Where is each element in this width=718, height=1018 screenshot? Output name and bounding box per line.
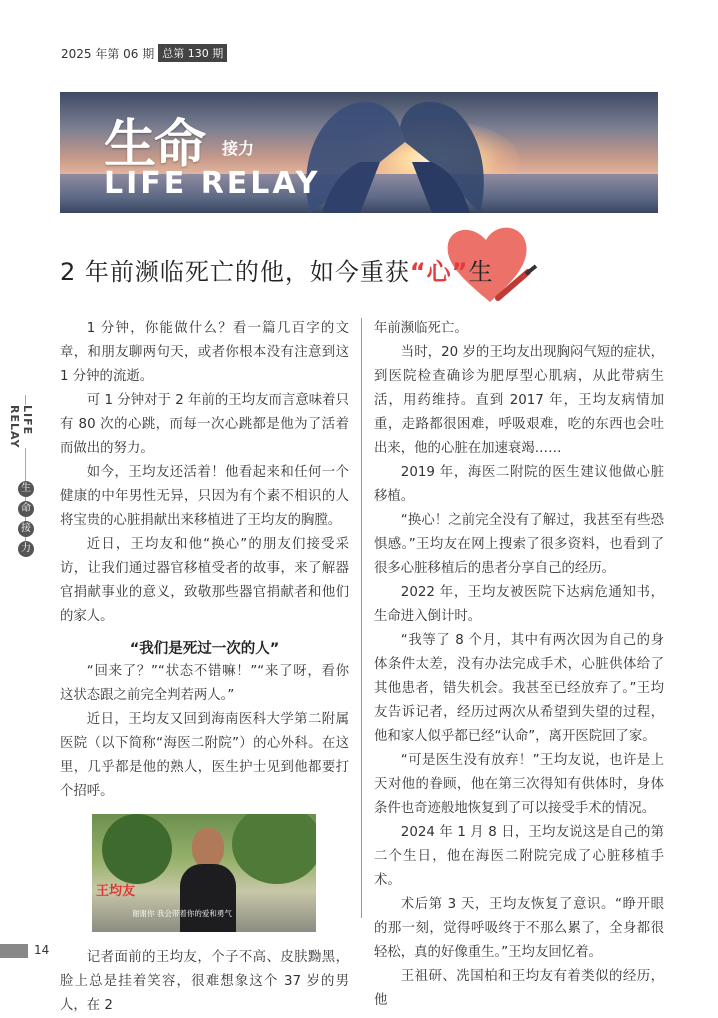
- interview-photo: [92, 814, 316, 932]
- sidebar-char: 接: [18, 521, 34, 537]
- paragraph: 术后第 3 天，王均友恢复了意识。“睁开眼的那一刻，觉得呼吸终于不那么累了，全身都很轻松，真的好像重生。”王均友回忆着。: [374, 897, 664, 960]
- photo-body: [180, 864, 236, 932]
- paragraph: 可 1 分钟对于 2 年前的王均友而言意味着只有 80 次的心跳，而每一次心跳都是他为了活着而做出的努力。: [60, 393, 349, 456]
- paragraph: “可是医生没有放弃！”王均友说，也许是上天对他的眷顾，他在第三次得知有供体时，身体条件也奇迹般地恢复到了可以接受手术的情况。: [374, 753, 664, 816]
- paragraph: 1 分钟，你能做什么？看一篇几百字的文章，和朋友聊两句天，或者你根本没有注意到这 1 分钟的流逝。: [60, 321, 349, 384]
- right-column: [374, 317, 664, 1013]
- issue-number: 2025 年第 06 期: [61, 46, 155, 61]
- paragraph: “换心！之前完全没有了解过，我甚至有些恐惧感。”王均友在网上搜索了很多资料，也看到了很多心脏移植后的患者分享自己的经历。: [374, 513, 664, 576]
- banner-title-cn: 生命: [104, 115, 205, 175]
- paragraph: 2024 年 1 月 8 日，王均友说这是自己的第二个生日，他在海医二附院完成了心脏移植手术。: [374, 825, 664, 888]
- paragraph: 近日，王均友又回到海南医科大学第二附属医院（以下简称“海医二附院”）的心外科。在这里，几乎都是他的熟人，医生护士见到他都要打个招呼。: [60, 712, 349, 799]
- title-part-2: 生: [468, 258, 494, 286]
- paragraph: 2019 年，海医二附院的医生建议他做心脏移植。: [374, 465, 664, 504]
- photo-tree: [102, 814, 172, 884]
- paragraph: 年前濒临死亡。: [374, 321, 468, 336]
- sidebar-cn-label: [18, 481, 34, 561]
- subheading: “我们是死过一次的人”: [129, 641, 280, 657]
- photo-head: [192, 828, 224, 868]
- left-column: [60, 317, 349, 1018]
- paragraph: 近日，王均友和他“换心”的朋友们接受采访，让我们通过器官移植受者的故事，来了解器官捐献事业的意义，致敬那些器官捐献者和他们的家人。: [60, 537, 349, 624]
- paragraph: “回来了？”“状态不错嘛！”“来了呀，看你这状态跟之前完全判若两人。”: [60, 664, 349, 703]
- photo-caption: 谢谢你 我会带着你的爱和勇气: [132, 909, 232, 918]
- page-number-bar: [0, 944, 28, 958]
- page-number: 14: [34, 943, 50, 957]
- total-issue-badge: 总第 130 期: [158, 44, 227, 62]
- title-part-1: 2 年前濒临死亡的他，如今重获: [60, 258, 410, 286]
- paragraph: 如今，王均友还活着！他看起来和任何一个健康的中年男性无异，只因为有个素不相识的人将宝贵的心脏捐献出来移植进了王均友的胸膛。: [60, 465, 349, 528]
- sidebar-en-label: LIFE RELAY: [8, 405, 34, 449]
- title-heart-word: “心”: [409, 258, 469, 286]
- column-divider: [361, 318, 362, 918]
- photo-logo: 王均友: [96, 884, 136, 899]
- issue-info: [61, 44, 227, 62]
- section-banner: [60, 92, 658, 213]
- banner-title-cn-small: 接力: [222, 139, 255, 158]
- article-title: [60, 252, 493, 287]
- paragraph: “我等了 8 个月，其中有两次因为自己的身体条件太差，没有办法完成手术，心脏供体给了其他患者，错失机会。我甚至已经放弃了。”王均友告诉记者，经历过两次从希望到失望的过程，他和家人似乎都已经“认命”，离开医院回了家。: [374, 633, 664, 744]
- sidebar-char: 生: [18, 481, 34, 497]
- sidebar-char: 命: [18, 501, 34, 517]
- paragraph: 当时，20 岁的王均友出现胸闷气短的症状，到医院检查确诊为肥厚型心肌病，从此带病生活，用药维持。直到 2017 年，王均友病情加重，走路都很困难，呼吸艰难，吃的东西也会吐出来，他的心脏在加速衰竭……: [374, 345, 664, 456]
- paragraph: 记者面前的王均友，个子不高、皮肤黝黑，脸上总是挂着笑容，很难想象这个 37 岁的男人，在 2: [60, 950, 349, 1013]
- paragraph: 王祖研、冼国柏和王均友有着类似的经历，他: [374, 969, 664, 1008]
- paragraph: 2022 年，王均友被医院下达病危通知书，生命进入倒计时。: [374, 585, 664, 624]
- photo-tree: [232, 814, 316, 884]
- banner-title-en: LIFE RELAY: [104, 166, 321, 201]
- sidebar-char: 力: [18, 541, 34, 557]
